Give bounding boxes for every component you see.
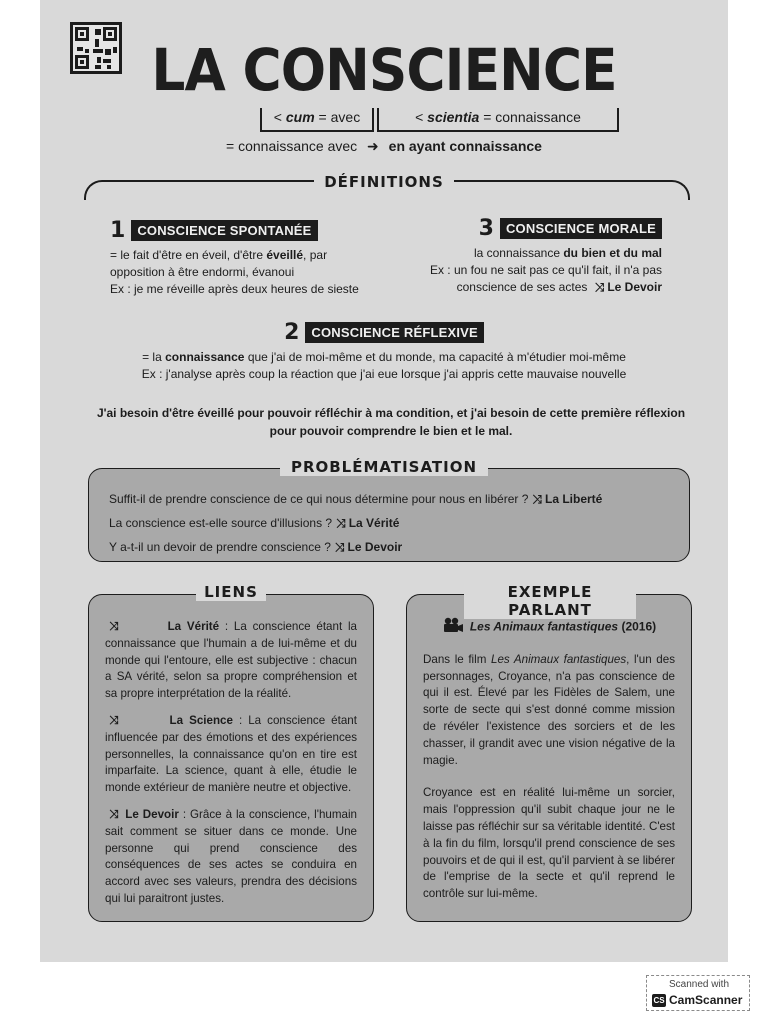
question-row <box>109 511 669 535</box>
definition-example: Ex : un fou ne sait pas ce qu'il fait, il n'a pas <box>429 263 662 277</box>
scientia-word: scientia <box>427 109 480 125</box>
question-text: La conscience est-elle source d'illusions ? <box>109 516 333 530</box>
meaning-start: = connaissance avec <box>226 138 358 154</box>
liens-heading: LIENS <box>196 583 266 601</box>
definition-label: CONSCIENCE RÉFLEXIVE <box>305 322 484 343</box>
stamp-caption: Scanned with <box>668 979 730 990</box>
page-title: LA CONSCIENCE <box>151 36 617 104</box>
lien-item <box>105 619 357 703</box>
meaning-end: en ayant connaissance <box>388 138 542 154</box>
link-icon: ⤨ <box>109 713 119 727</box>
scientia-meaning: = connaissance <box>479 109 581 125</box>
exemple-paragraph <box>423 652 675 770</box>
link-icon: ⤨ <box>109 620 119 633</box>
problematisation-heading: PROBLÉMATISATION <box>280 458 488 476</box>
definition-text: , par <box>303 248 328 262</box>
exemple-text: Dans le film <box>423 652 491 666</box>
definition-text: opposition à être endormi, évanoui <box>110 265 295 279</box>
definition-text: que j'ai de moi-même et du monde, ma capacité à m'étudier moi-même <box>244 350 626 364</box>
liens-box <box>88 594 374 922</box>
definition-number: 3 <box>478 216 494 241</box>
link-label: Le Devoir <box>347 540 403 554</box>
lien-name: Le Devoir <box>125 807 179 821</box>
question-text: Suffit-il de prendre conscience de ce qui nous détermine pour nous en libérer ? <box>109 492 529 506</box>
film-name: Les Animaux fantastiques <box>469 619 619 634</box>
camscanner-stamp <box>646 975 750 1011</box>
link-label: La Vérité <box>348 516 400 530</box>
cum-prefix: < <box>273 109 286 125</box>
lien-text: : La conscience étant influencée par des émotions et des expériences personnelles, la connaissance qu'on en tire est imparfaite. La science, quant à elle, étudie le monde extérieur de manière neutre et objective. <box>105 713 357 795</box>
definition-keyword: éveillé <box>266 248 304 262</box>
link-label: Le Devoir <box>607 280 662 294</box>
arrow-right-icon: ➜ <box>367 138 379 154</box>
definition-number: 2 <box>284 320 300 345</box>
exemple-heading: EXEMPLE PARLANT <box>464 583 636 619</box>
definition-example: conscience de ses actes <box>456 280 591 294</box>
lien-item <box>105 713 357 797</box>
definition-label: CONSCIENCE MORALE <box>500 218 662 239</box>
film-camera-icon <box>442 617 464 638</box>
question-text: Y a-t-il un devoir de prendre conscience ? <box>109 540 331 554</box>
definition-text: = la <box>142 350 166 364</box>
summary-paragraph: J'ai besoin d'être éveillé pour pouvoir réfléchir à ma condition, et j'ai besoin de cette première réflexion pour pouvoir comprendre le bien et le mal. <box>96 406 686 438</box>
definitions-heading: DÉFINITIONS <box>314 173 454 191</box>
exemple-box <box>406 594 692 922</box>
link-icon: ⤨ <box>594 280 605 294</box>
film-title <box>423 617 675 638</box>
lien-name: La Science <box>169 713 233 727</box>
definition-keyword: du bien et du mal <box>563 246 662 260</box>
cum-word: cum <box>285 109 315 125</box>
definition-example: Ex : j'analyse après coup la réaction que j'ai eue lorsque j'ai appris cette mauvaise nouvelle <box>141 367 627 381</box>
link-icon: ⤨ <box>109 807 119 821</box>
etymology-scientia <box>377 108 619 132</box>
definition-spontanee <box>110 220 390 298</box>
link-label: La Liberté <box>544 492 603 506</box>
definition-example: Ex : je me réveille après deux heures de sieste <box>110 282 359 296</box>
document-page <box>40 0 728 962</box>
link-icon: ⤨ <box>532 492 542 506</box>
definition-label: CONSCIENCE SPONTANÉE <box>131 220 317 241</box>
camscanner-logo-icon: CS <box>653 996 665 1005</box>
definition-text: = le fait d'être en éveil, d'être <box>110 248 267 262</box>
definition-morale <box>410 218 662 296</box>
film-year: (2016) <box>618 619 657 634</box>
question-row <box>109 535 669 559</box>
lien-item <box>105 807 357 908</box>
lien-text: : Grâce à la conscience, l'humain sait comment se situer dans ce monde. Une personne qui prend conscience des conséquences de ses actes se conduira en accord avec ses valeurs, prendra des décisions qui lui paraitront justes. <box>105 807 357 905</box>
lien-name: La Vérité <box>167 620 220 633</box>
link-icon: ⤨ <box>336 516 346 530</box>
definition-number: 1 <box>110 218 126 243</box>
definition-keyword: connaissance <box>165 350 245 364</box>
stamp-brand: CamScanner <box>669 993 743 1007</box>
definition-text: la connaissance <box>473 246 564 260</box>
etymology-meaning <box>40 138 728 155</box>
lien-text: : La conscience étant la connaissance que l'humain a de lui-même et du monde qui l'entoure, elle est subjective : chacun a SA vérité, selon sa propre compréhension et sa propre interprétation de la réalité. <box>105 620 357 701</box>
etymology-cum <box>260 108 374 132</box>
cum-meaning: = avec <box>314 109 361 125</box>
link-icon: ⤨ <box>334 540 345 554</box>
film-name-inline: Les Animaux fantastiques <box>491 652 627 666</box>
exemple-paragraph: Croyance est en réalité lui-même un sorcier, mais l'oppression qu'il subit chaque jour ne le laisse pas réfléchir sur sa véritable identité. C'est à la fin du film, lorsqu'il prend conscience de ses pouvoirs et de qui il est, qu'il parvient à se libérer de l'emprise de la secte et qu'il reprend le contrôle sur lui-même. <box>423 786 675 901</box>
scientia-prefix: < <box>415 109 428 125</box>
question-row <box>109 487 669 511</box>
problematisation-box <box>88 468 690 562</box>
definition-reflexive <box>40 322 728 383</box>
exemple-text: , l'un des personnages, Croyance, n'a pas conscience de qui il est. Élevé par les Fidèles de Salem, une sorte de secte qui s'est donné comme mission de révéler l'existence des sorciers et de les chasser, il grandit avec une vision négative de la magie. <box>423 652 675 767</box>
